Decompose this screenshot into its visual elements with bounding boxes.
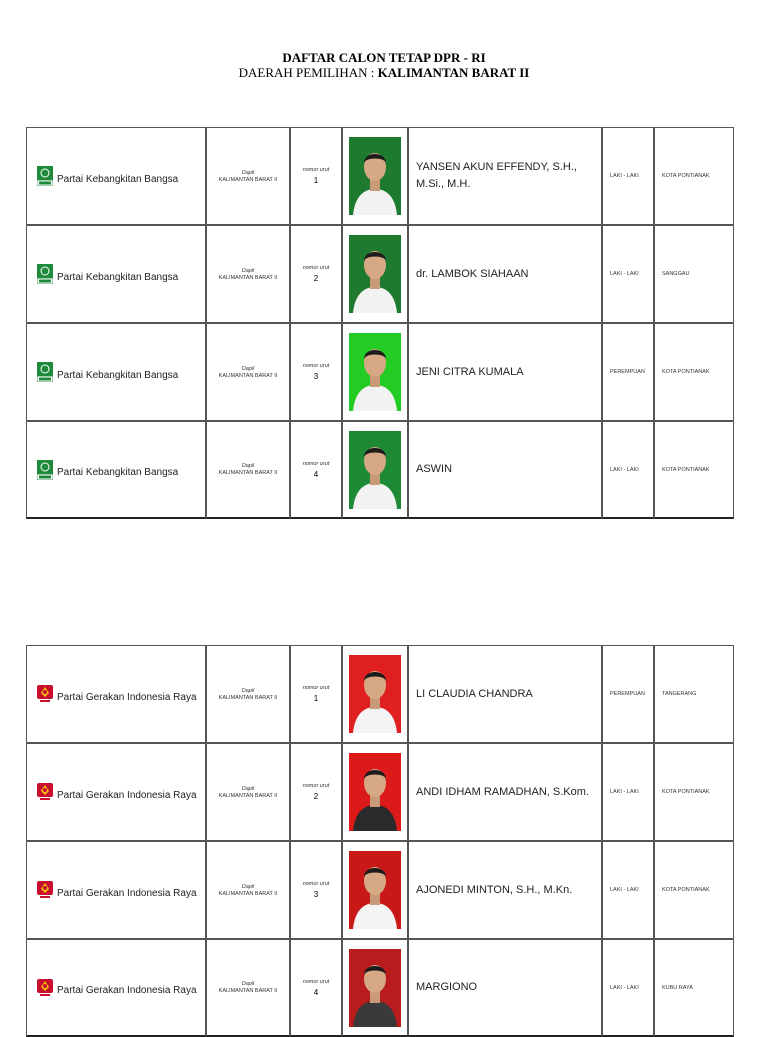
party-cell (26, 939, 206, 1037)
nomor-label: nomor urut (302, 978, 330, 985)
document-header (0, 50, 768, 80)
nomor-cell (290, 323, 342, 421)
party-name: Partai Gerakan Indonesia Raya (57, 789, 197, 801)
table-row (26, 743, 734, 841)
candidate-name: AJONEDI MINTON, S.H., M.Kn. (408, 841, 602, 939)
candidate-name: YANSEN AKUN EFFENDY, S.H., M.Si., M.H. (408, 127, 602, 225)
dapil-label: Dapil (241, 687, 255, 694)
dapil-value: KALIMANTAN BARAT II (218, 792, 278, 799)
pkb-logo-icon (37, 362, 53, 382)
candidate-photo (349, 753, 401, 831)
party-cell (26, 645, 206, 743)
dapil-value: KALIMANTAN BARAT II (218, 890, 278, 897)
candidate-city: SANGGAU (654, 225, 734, 323)
nomor-value: 2 (313, 274, 319, 283)
nomor-value: 3 (313, 890, 319, 899)
nomor-cell (290, 939, 342, 1037)
nomor-value: 2 (313, 792, 319, 801)
party-name: Partai Gerakan Indonesia Raya (57, 887, 197, 899)
candidate-table-pkb (26, 127, 734, 519)
nomor-cell (290, 841, 342, 939)
party-name: Partai Gerakan Indonesia Raya (57, 985, 197, 996)
gerindra-logo-icon (37, 978, 53, 998)
table-row (26, 225, 734, 323)
candidate-name: JENI CITRA KUMALA (408, 323, 602, 421)
dapil-cell (206, 645, 290, 743)
dapil-cell (206, 939, 290, 1037)
gerindra-logo-icon (37, 782, 53, 802)
photo-cell (342, 645, 408, 743)
candidate-city: KOTA PONTIANAK (654, 841, 734, 939)
dapil-cell (206, 127, 290, 225)
dapil-value: KALIMANTAN BARAT II (218, 694, 278, 701)
candidate-table-gerindra (26, 645, 734, 1037)
candidate-name: MARGIONO (408, 939, 602, 1037)
nomor-cell (290, 421, 342, 519)
photo-cell (342, 939, 408, 1037)
nomor-cell (290, 743, 342, 841)
candidate-city: KOTA PONTIANAK (654, 421, 734, 519)
candidate-gender: PEREMPUAN (602, 645, 654, 743)
candidate-gender: PEREMPUAN (602, 323, 654, 421)
photo-cell (342, 225, 408, 323)
party-name: Partai Gerakan Indonesia Raya (57, 691, 197, 703)
dapil-value: KALIMANTAN BARAT II (218, 988, 278, 994)
table-row (26, 323, 734, 421)
dapil-label: Dapil (241, 883, 255, 890)
nomor-label: nomor urut (302, 167, 330, 173)
dapil-value: KALIMANTAN BARAT II (218, 176, 278, 183)
candidate-name: ASWIN (408, 421, 602, 519)
table-row (26, 841, 734, 939)
candidate-photo (349, 949, 401, 1027)
photo-cell (342, 743, 408, 841)
party-name: Partai Kebangkitan Bangsa (57, 173, 179, 185)
dapil-cell (206, 421, 290, 519)
candidate-name: dr. LAMBOK SIAHAAN (408, 225, 602, 323)
candidate-gender: LAKI - LAKI (602, 421, 654, 519)
photo-cell (342, 421, 408, 519)
party-name: Partai Kebangkitan Bangsa (57, 467, 179, 478)
table-row (26, 127, 734, 225)
dapil-label: Dapil (241, 785, 255, 792)
nomor-cell (290, 225, 342, 323)
candidate-gender: LAKI - LAKI (602, 939, 654, 1037)
party-cell (26, 127, 206, 225)
nomor-value: 3 (313, 372, 319, 381)
table-row (26, 645, 734, 743)
photo-cell (342, 127, 408, 225)
candidate-city: TANGERANG (654, 645, 734, 743)
table-row (26, 939, 734, 1037)
pkb-logo-icon (37, 166, 53, 186)
candidate-photo (349, 851, 401, 929)
nomor-value: 4 (313, 469, 319, 479)
photo-cell (342, 323, 408, 421)
nomor-label: nomor urut (302, 265, 330, 271)
candidate-photo (349, 235, 401, 313)
candidate-gender: LAKI - LAKI (602, 841, 654, 939)
gerindra-logo-icon (37, 684, 53, 704)
dapil-cell (206, 225, 290, 323)
gerindra-logo-icon (37, 880, 53, 900)
nomor-cell (290, 127, 342, 225)
dapil-value: KALIMANTAN BARAT II (218, 372, 278, 379)
party-cell (26, 225, 206, 323)
dapil-label: Dapil (241, 463, 255, 469)
pkb-logo-icon (37, 264, 53, 284)
dapil-label: Dapil (241, 267, 255, 274)
party-name: Partai Kebangkitan Bangsa (57, 271, 179, 283)
dapil-cell (206, 743, 290, 841)
party-cell (26, 841, 206, 939)
party-cell (26, 323, 206, 421)
nomor-cell (290, 645, 342, 743)
party-cell (26, 421, 206, 519)
candidate-gender: LAKI - LAKI (602, 127, 654, 225)
nomor-label: nomor urut (302, 363, 330, 369)
table-row (26, 421, 734, 519)
nomor-label: nomor urut (302, 685, 330, 691)
dapil-cell (206, 841, 290, 939)
party-cell (26, 743, 206, 841)
candidate-gender: LAKI - LAKI (602, 743, 654, 841)
dapil-label: Dapil (241, 981, 255, 987)
nomor-label: nomor urut (302, 460, 330, 467)
region-label: DAERAH PEMILIHAN : (238, 65, 378, 80)
nomor-value: 1 (313, 176, 319, 185)
candidate-name: LI CLAUDIA CHANDRA (408, 645, 602, 743)
region-value: KALIMANTAN BARAT II (377, 65, 530, 80)
dapil-value: KALIMANTAN BARAT II (218, 274, 278, 281)
document-title: DAFTAR CALON TETAP DPR - RI (282, 50, 486, 65)
candidate-city: KOTA PONTIANAK (654, 323, 734, 421)
candidate-photo (349, 431, 401, 509)
candidate-city: KOTA PONTIANAK (654, 127, 734, 225)
nomor-value: 4 (313, 987, 319, 997)
party-name: Partai Kebangkitan Bangsa (57, 369, 179, 381)
candidate-photo (349, 333, 401, 411)
nomor-value: 1 (313, 694, 319, 703)
dapil-label: Dapil (241, 365, 255, 372)
candidate-photo (349, 655, 401, 733)
nomor-label: nomor urut (302, 881, 330, 887)
candidate-city: KUBU RAYA (654, 939, 734, 1037)
nomor-label: nomor urut (302, 783, 330, 789)
dapil-value: KALIMANTAN BARAT II (218, 470, 278, 476)
pkb-logo-icon (37, 460, 53, 480)
candidate-photo (349, 137, 401, 215)
dapil-cell (206, 323, 290, 421)
region-line (0, 65, 768, 80)
candidate-name: ANDI IDHAM RAMADHAN, S.Kom. (408, 743, 602, 841)
photo-cell (342, 841, 408, 939)
candidate-gender: LAKI - LAKI (602, 225, 654, 323)
dapil-label: Dapil (241, 169, 255, 176)
candidate-city: KOTA PONTIANAK (654, 743, 734, 841)
